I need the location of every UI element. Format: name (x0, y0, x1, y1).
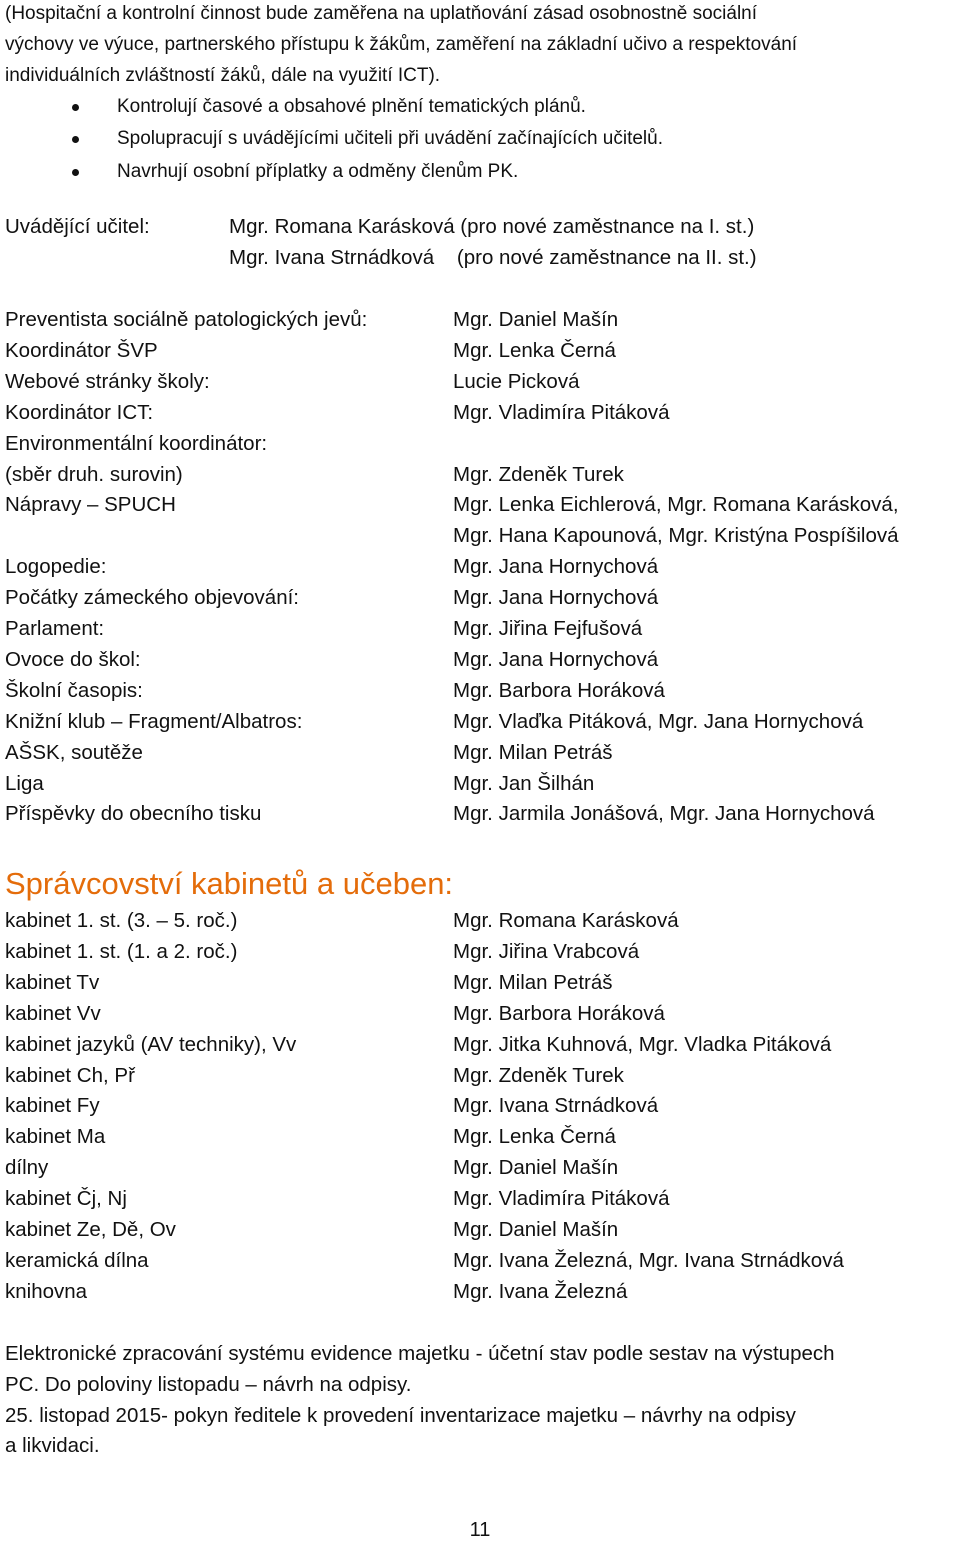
cabinet-row (0, 1033, 960, 1064)
role-person: Mgr. Jana Hornychová (453, 647, 659, 671)
role-person: Mgr. Vladimíra Pitáková (453, 400, 670, 424)
cabinet-label: kabinet Vv (5, 1001, 101, 1025)
role-person: Mgr. Jana Hornychová (453, 555, 659, 579)
intro-line: individuálních zvláštností žáků, dále na využití ICT). (5, 65, 441, 86)
role-row (0, 679, 960, 710)
cabinet-row (0, 1249, 960, 1280)
cabinet-person: Mgr. Daniel Mašín (453, 1156, 619, 1180)
role-label: AŠSK, soutěže (5, 740, 143, 764)
role-row (0, 586, 960, 617)
cabinet-row (0, 1064, 960, 1095)
role-person: Mgr. Jan Šilhán (453, 771, 595, 795)
cabinet-person: Mgr. Romana Karásková (453, 909, 679, 932)
bullet-text: Navrhují osobní příplatky a odměny členům PK. (117, 161, 519, 182)
role-label: Environmentální koordinátor: (5, 431, 268, 455)
role-row (0, 555, 960, 586)
bullet-text: Kontrolují časové a obsahové plnění tematických plánů. (117, 96, 586, 117)
cabinet-label: kabinet jazyků (AV techniky), Vv (5, 1032, 297, 1056)
cabinet-label: knihovna (5, 1279, 88, 1303)
role-label: Počátky zámeckého objevování: (5, 586, 299, 610)
uvadejici-row (0, 246, 960, 277)
role-row (0, 308, 960, 339)
role-row (0, 741, 960, 772)
cabinet-person: Mgr. Lenka Černá (453, 1125, 616, 1149)
uvadejici-name: Mgr. Ivana Strnádková (pro nové zaměstnance na II. st.) (229, 246, 757, 269)
cabinet-person: Mgr. Milan Petráš (453, 970, 613, 994)
role-row (0, 524, 960, 555)
cabinet-person: Mgr. Vladimíra Pitáková (453, 1187, 670, 1211)
role-label: (sběr druh. surovin) (5, 462, 183, 486)
role-row (0, 710, 960, 741)
role-person: Mgr. Jana Hornychová (453, 586, 659, 610)
role-row (0, 401, 960, 432)
role-label: Webové stránky školy: (5, 369, 210, 393)
uvadejici-label: Uvádějící učitel: (5, 215, 150, 238)
role-person: Mgr. Jiřina Fejfušová (453, 617, 643, 640)
intro-line: (Hospitační a kontrolní činnost bude zaměřena na uplatňování zásad osobnostně sociální (5, 3, 758, 24)
role-person: Mgr. Lenka Černá (453, 338, 616, 362)
role-row (0, 648, 960, 679)
cabinet-label: kabinet Čj, Nj (5, 1187, 127, 1211)
role-row (0, 617, 960, 648)
role-row (0, 370, 960, 401)
role-label: Koordinátor ŠVP (5, 338, 158, 362)
role-row (0, 339, 960, 370)
cabinet-label: dílny (5, 1156, 49, 1180)
cabinet-label: kabinet Ma (5, 1125, 106, 1149)
closing-line: 25. listopad 2015- pokyn ředitele k provedení inventarizace majetku – návrhy na odpisy (5, 1404, 796, 1427)
cabinet-person: Mgr. Jiřina Vrabcová (453, 939, 640, 963)
role-person: Lucie Picková (453, 369, 580, 393)
role-label: Logopedie: (5, 555, 107, 579)
role-row (0, 493, 960, 524)
cabinet-row (0, 1002, 960, 1033)
closing-line: Elektronické zpracování systému evidence majetku - účetní stav podle sestav na výstupech (5, 1342, 835, 1365)
cabinet-row (0, 1280, 960, 1311)
cabinet-row (0, 1125, 960, 1156)
role-label: Ovoce do škol: (5, 647, 141, 671)
cabinet-row (0, 940, 960, 971)
cabinet-label: kabinet Tv (5, 970, 100, 994)
cabinet-person: Mgr. Ivana Železná (453, 1279, 628, 1303)
cabinet-person: Mgr. Ivana Železná, Mgr. Ivana Strnádková (453, 1248, 844, 1272)
cabinet-person: Mgr. Zdeněk Turek (453, 1063, 624, 1087)
cabinet-person: Mgr. Daniel Mašín (453, 1218, 619, 1241)
role-person: Mgr. Zdeněk Turek (453, 462, 624, 486)
cabinet-label: keramická dílna (5, 1248, 149, 1272)
cabinet-label: kabinet Fy (5, 1094, 100, 1118)
role-person: Mgr. Jarmila Jonášová, Mgr. Jana Hornychová (453, 802, 875, 826)
bullet-icon (72, 104, 79, 111)
cabinet-row (0, 1218, 960, 1249)
role-label: Příspěvky do obecního tisku (5, 802, 262, 826)
role-label: Knižní klub – Fragment/Albatros: (5, 709, 303, 733)
role-person: Mgr. Vlaďka Pitáková, Mgr. Jana Hornychová (453, 709, 864, 733)
closing-line: a likvidaci. (5, 1434, 100, 1457)
bullet-icon (72, 136, 79, 143)
cabinet-row (0, 1187, 960, 1218)
role-label: Liga (5, 771, 44, 795)
role-row (0, 802, 960, 833)
bullet-icon (72, 169, 79, 176)
cabinet-row (0, 1156, 960, 1187)
cabinet-row (0, 909, 960, 940)
cabinet-person: Mgr. Jitka Kuhnová, Mgr. Vladka Pitáková (453, 1032, 832, 1056)
role-person: Mgr. Barbora Horáková (453, 678, 665, 702)
cabinet-row (0, 971, 960, 1002)
bullet-text: Spolupracují s uvádějícími učiteli při uvádění začínajících učitelů. (117, 128, 663, 149)
cabinet-row (0, 1094, 960, 1125)
cabinet-person: Mgr. Ivana Strnádková (453, 1094, 659, 1118)
role-person: Mgr. Milan Petráš (453, 740, 613, 764)
role-row (0, 432, 960, 463)
cabinet-label: kabinet Ch, Př (5, 1063, 135, 1087)
role-label: Parlament: (5, 617, 105, 640)
role-label: Nápravy – SPUCH (5, 493, 176, 517)
page-number: 11 (469, 1519, 491, 1541)
role-label: Školní časopis: (5, 678, 143, 702)
cabinet-person: Mgr. Barbora Horáková (453, 1001, 665, 1025)
cabinet-label: kabinet 1. st. (1. a 2. roč.) (5, 939, 238, 963)
role-label: Koordinátor ICT: (5, 400, 154, 424)
intro-line: výchovy ve výuce, partnerského přístupu k žákům, zaměření na základní učivo a respektování (5, 34, 798, 55)
role-label: Preventista sociálně patologických jevů: (5, 308, 368, 331)
cabinet-label: kabinet 1. st. (3. – 5. roč.) (5, 909, 238, 932)
cabinet-label: kabinet Ze, Dě, Ov (5, 1218, 176, 1241)
role-person: Mgr. Hana Kapounová, Mgr. Kristýna Pospíšilová (453, 524, 899, 548)
uvadejici-row (0, 215, 960, 246)
closing-line: PC. Do poloviny listopadu – návrh na odpisy. (5, 1373, 412, 1396)
role-row (0, 772, 960, 803)
role-row (0, 463, 960, 494)
role-person: Mgr. Lenka Eichlerová, Mgr. Romana Karásková, (453, 493, 899, 517)
uvadejici-name: Mgr. Romana Karásková (pro nové zaměstnance na I. st.) (229, 215, 755, 238)
role-person: Mgr. Daniel Mašín (453, 308, 619, 331)
section-heading: Správcovství kabinetů a učeben: (5, 866, 454, 901)
